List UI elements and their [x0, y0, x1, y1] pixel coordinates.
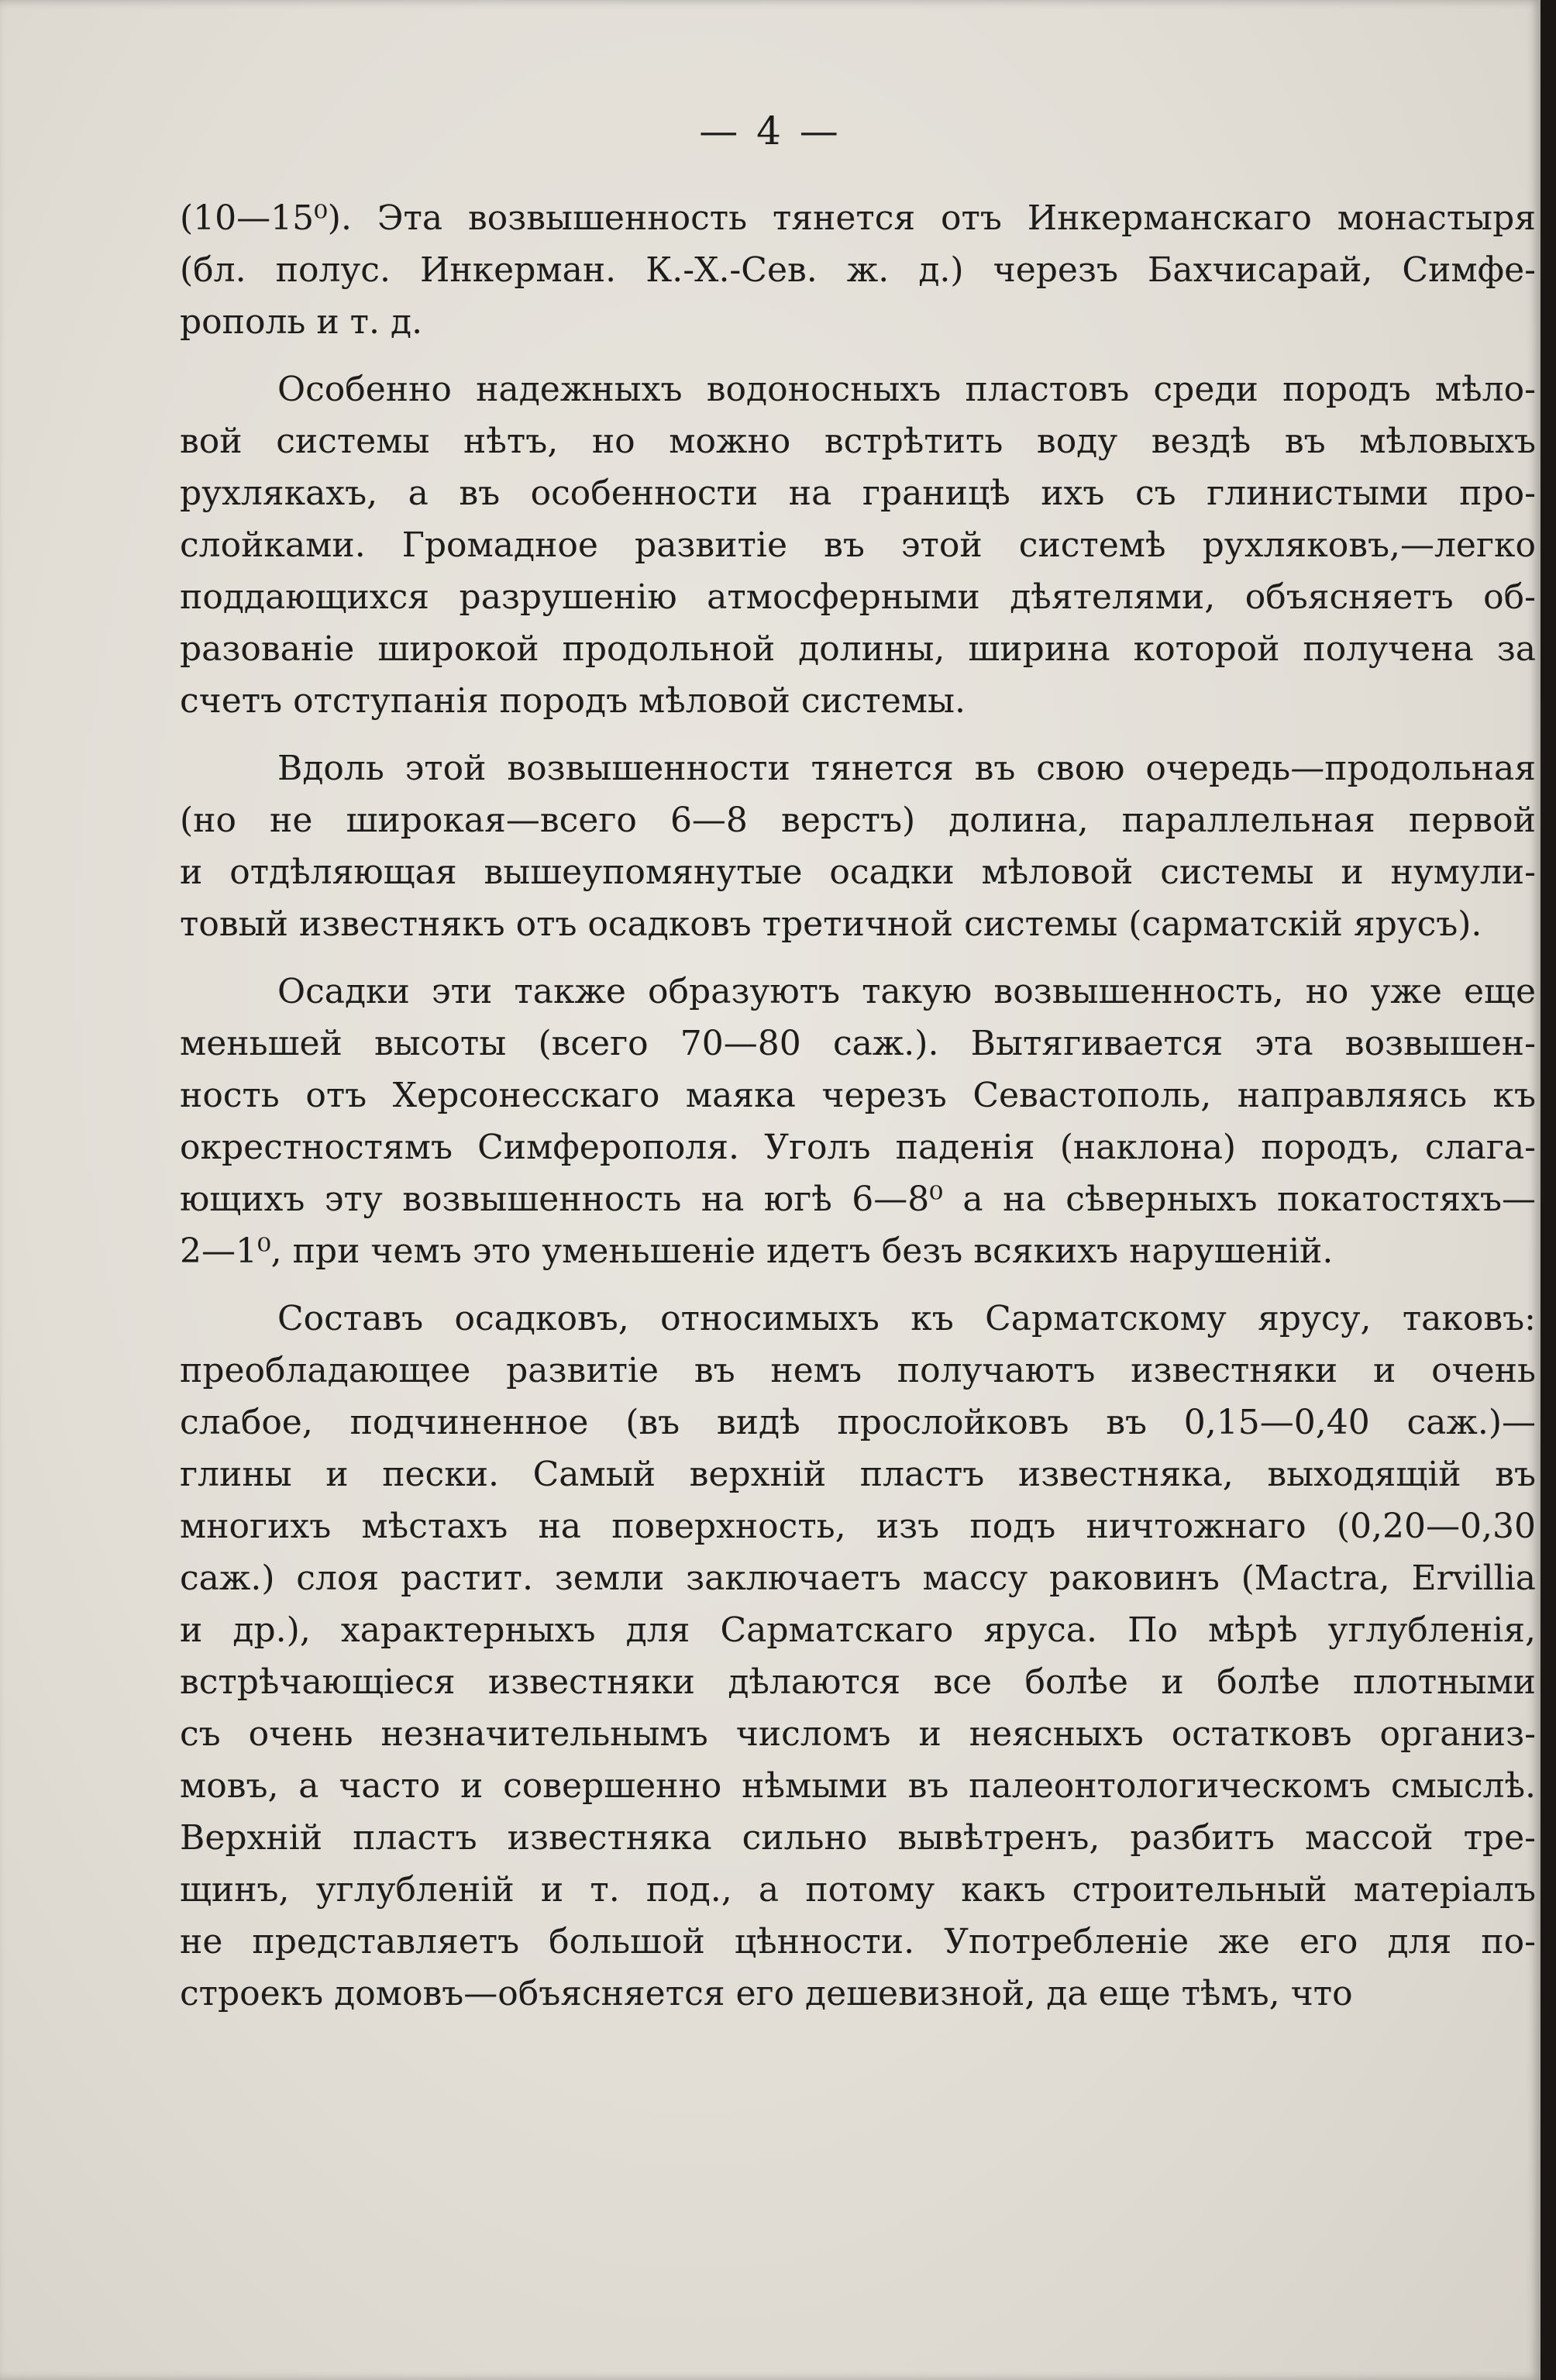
text-line: меньшей высоты (всего 70—80 саж.). Вытягивается эта возвышен- — [180, 1024, 1536, 1063]
text-line: слойками. Громадное развитіе въ этой системѣ рухляковъ,—легко — [180, 525, 1536, 565]
text-line: (10—15⁰). Эта возвышенность тянется отъ Инкерманскаго монастыря — [180, 198, 1536, 238]
text-line: преобладающее развитіе въ немъ получаютъ известняки и очень — [180, 1351, 1536, 1390]
text-line: многихъ мѣстахъ на поверхность, изъ подъ ничтожнаго (0,20—0,30 — [180, 1507, 1536, 1546]
text-line: саж.) слоя растит. земли заключаетъ массу раковинъ (Mactra, Ervillia — [180, 1559, 1536, 1598]
text-line: поддающихся разрушенію атмосферными дѣятелями, объясняетъ об- — [180, 577, 1536, 617]
text-line: счетъ отступанія породъ мѣловой системы. — [180, 681, 966, 721]
text-line: Особенно надежныхъ водоносныхъ пластовъ среди породъ мѣло- — [277, 370, 1536, 409]
paragraph — [180, 1293, 1536, 2020]
text-line: разованіе широкой продольной долины, ширина которой получена за — [180, 629, 1536, 669]
text-line: мовъ, а часто и совершенно нѣмыми въ палеонтологическомъ смыслѣ. — [180, 1766, 1536, 1806]
text-line: щинъ, углубленій и т. под., а потому какъ строительный матеріалъ — [180, 1870, 1536, 1910]
text-line: Вдоль этой возвышенности тянется въ свою очередь—продольная — [277, 749, 1536, 788]
body-text — [180, 192, 1536, 2035]
text-line: рухлякахъ, а въ особенности на границѣ ихъ съ глинистыми про- — [180, 474, 1536, 513]
text-line: (бл. полус. Инкерман. К.-Х.-Сев. ж. д.) черезъ Бахчисарай, Симфе- — [180, 250, 1536, 290]
text-line: Составъ осадковъ, относимыхъ къ Сарматскому ярусу, таковъ: — [277, 1299, 1536, 1338]
text-line: ющихъ эту возвышенность на югѣ 6—8⁰ а на сѣверныхъ покатостяхъ— — [180, 1180, 1536, 1219]
text-line: окрестностямъ Симферополя. Уголъ паденія (наклона) породъ, слага- — [180, 1128, 1536, 1167]
paragraph — [180, 363, 1536, 727]
text-line: строекъ домовъ—объясняется его дешевизной, да еще тѣмъ, что — [180, 1974, 1353, 2013]
text-line: и др.), характерныхъ для Сарматскаго яруса. По мѣрѣ углубленія, — [180, 1610, 1536, 1650]
text-line: вой системы нѣтъ, но можно встрѣтить воду вездѣ въ мѣловыхъ — [180, 422, 1536, 461]
paragraph — [180, 742, 1536, 950]
page-number: — 4 — — [699, 108, 842, 153]
text-line: встрѣчающіеся известняки дѣлаются все болѣе и болѣе плотными — [180, 1662, 1536, 1702]
text-line: (но не широкая—всего 6—8 верстъ) долина, параллельная первой — [180, 801, 1536, 840]
text-line: 2—1⁰, при чемъ это уменьшеніе идетъ безъ всякихъ нарушеній. — [180, 1231, 1334, 1271]
text-line: Осадки эти также образуютъ такую возвышенность, но уже еще — [277, 972, 1536, 1011]
text-line: глины и пески. Самый верхній пластъ известняка, выходящій въ — [180, 1455, 1536, 1494]
text-line: ность отъ Херсонесскаго маяка черезъ Севастополь, направляясь къ — [180, 1076, 1536, 1115]
paragraph — [180, 192, 1536, 348]
text-line: Верхній пластъ известняка сильно вывѣтренъ, разбитъ массой тре- — [180, 1818, 1536, 1858]
text-line: слабое, подчиненное (въ видѣ прослойковъ въ 0,15—0,40 саж.)— — [180, 1403, 1536, 1442]
text-line: и отдѣляющая вышеупомянутые осадки мѣловой системы и нумули- — [180, 852, 1536, 892]
text-line: товый известнякъ отъ осадковъ третичной системы (сарматскій ярусъ). — [180, 904, 1482, 944]
text-line: рополь и т. д. — [180, 302, 423, 342]
paragraph — [180, 966, 1536, 1277]
text-line: съ очень незначительнымъ числомъ и неясныхъ остатковъ организ- — [180, 1714, 1536, 1754]
text-line: не представляетъ большой цѣнности. Употребленіе же его для по- — [180, 1922, 1536, 1962]
